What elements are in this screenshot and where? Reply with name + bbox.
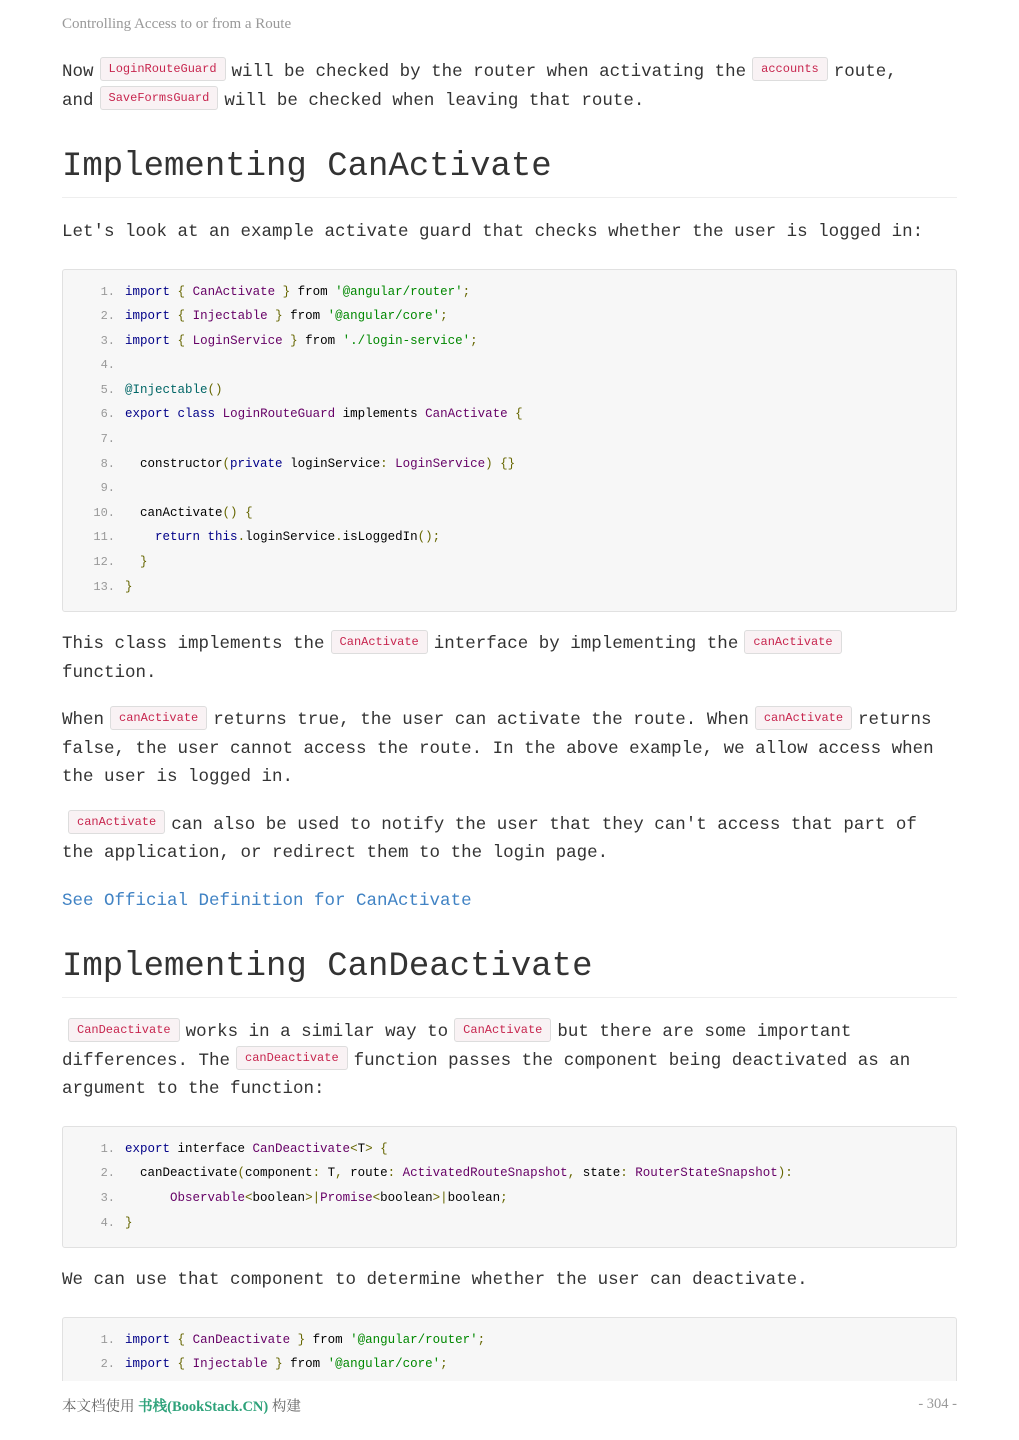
paragraph-text: function.: [62, 662, 157, 683]
line-number: 8.: [100, 456, 115, 471]
code-line: [63, 353, 956, 378]
footer-prefix: 本文档使用: [62, 1399, 135, 1415]
inline-code-loginrouteguard: LoginRouteGuard: [100, 57, 226, 81]
can-activate-paragraph-2: [62, 706, 957, 792]
code-text: return this.loginService.isLoggedIn();: [155, 530, 441, 545]
paragraph-text: function passes the component being deactivated as an argument to the function:: [62, 1050, 911, 1100]
paragraph-text: works in a similar way to: [185, 1022, 449, 1043]
line-number: 2.: [100, 309, 115, 324]
code-block-candeactivate-interface: [62, 1126, 957, 1248]
official-definition-link[interactable]: See Official Definition for CanActivate: [62, 890, 472, 911]
line-number: 5.: [100, 382, 115, 397]
code-text: }: [140, 555, 148, 570]
code-text: Observable<boolean>|Promise<boolean>|boolean;: [170, 1190, 508, 1205]
intro-text-1: Now: [62, 62, 94, 82]
code-line: [63, 280, 956, 305]
footer-brand-link[interactable]: 书栈(BookStack.CN): [138, 1399, 269, 1415]
inline-code-accounts: accounts: [752, 57, 828, 81]
page-number: - 304 -: [918, 1396, 957, 1412]
line-number: 4.: [100, 358, 115, 373]
link-paragraph: [62, 887, 957, 916]
code-text: export class LoginRouteGuard implements CanActivate {: [125, 407, 523, 422]
can-activate-lead: Let's look at an example activate guard that checks whether the user is logged in:: [62, 222, 924, 242]
can-deactivate-paragraph-1: [62, 1018, 957, 1104]
line-number: 2.: [100, 1166, 115, 1181]
running-header: Controlling Access to or from a Route: [62, 16, 292, 32]
paragraph-text: but there are some important differences. The: [62, 1022, 852, 1071]
footer-attribution: [62, 1395, 301, 1416]
line-number: 3.: [100, 1190, 115, 1205]
code-text: constructor(private loginService: LoginService) {}: [125, 456, 516, 471]
line-number: 1.: [100, 284, 115, 299]
paragraph-text: When: [62, 710, 105, 731]
paragraph-text: returns false, the user cannot access the route. In the above example, we allow access when the user is logged in.: [62, 710, 934, 788]
paragraph-text: returns true, the user can activate the route. When: [213, 710, 749, 731]
code-line: [63, 452, 956, 477]
code-text: canDeactivate(component: T, route: ActivatedRouteSnapshot, state: RouterStateSnapshot):: [125, 1166, 793, 1181]
line-number: 2.: [100, 1357, 115, 1372]
intro-paragraph: [62, 58, 957, 115]
code-block-candeactivate-guard: [62, 1317, 957, 1381]
intro-text-3: route,: [833, 62, 897, 82]
line-number: 13.: [93, 579, 115, 594]
intro-text-4: and: [62, 90, 94, 111]
paragraph-text: This class implements the: [62, 634, 325, 655]
code-line: [63, 575, 956, 600]
inline-code-canactivate: CanActivate: [454, 1018, 551, 1042]
footer-suffix: 构建: [271, 1399, 301, 1415]
can-deactivate-paragraph-2: We can use that component to determine whether the user can deactivate.: [62, 1270, 808, 1291]
code-text: export interface CanDeactivate<T> {: [125, 1141, 388, 1156]
code-line: [63, 304, 956, 329]
can-activate-paragraph-1: [62, 630, 957, 687]
code-text: canActivate() {: [125, 505, 253, 520]
code-line: [63, 427, 956, 452]
code-text: import { CanDeactivate } from '@angular/router';: [125, 1332, 486, 1347]
inline-code-canactivate: canActivate: [68, 810, 165, 834]
inline-code-saveformsguard: SaveFormsGuard: [100, 86, 219, 110]
line-number: 10.: [93, 505, 115, 520]
inline-code-canactivate-function: canActivate: [744, 630, 841, 654]
line-number: 4.: [100, 1215, 115, 1230]
page-content: [62, 58, 957, 1381]
can-activate-paragraph-3: [62, 811, 957, 868]
line-number: 7.: [100, 432, 115, 447]
code-line: [63, 1161, 956, 1186]
code-line: [63, 329, 956, 354]
code-text: @Injectable(): [125, 382, 223, 397]
code-text: }: [125, 1215, 133, 1230]
heading-can-activate: Implementing CanActivate: [62, 147, 957, 198]
line-number: 3.: [100, 333, 115, 348]
code-line: [63, 525, 956, 550]
inline-code-canactivate-interface: CanActivate: [331, 630, 428, 654]
code-line: [63, 1137, 956, 1162]
code-block-login-route-guard: [62, 269, 957, 613]
code-line: [63, 501, 956, 526]
code-line: [63, 1352, 956, 1377]
line-number: 1.: [100, 1141, 115, 1156]
paragraph-text: interface by implementing the: [433, 634, 739, 655]
inline-code-canactivate: canActivate: [110, 706, 207, 730]
inline-code-candeactivate-function: canDeactivate: [236, 1046, 348, 1070]
line-number: 9.: [100, 481, 115, 496]
code-text: import { CanActivate } from '@angular/router';: [125, 284, 471, 299]
line-number: 11.: [93, 530, 115, 545]
intro-text-2: will be checked by the router when activating the: [231, 62, 747, 82]
code-line: [63, 1328, 956, 1353]
code-text: import { Injectable } from '@angular/core';: [125, 1357, 448, 1372]
intro-text-5: will be checked when leaving that route.: [224, 90, 645, 111]
code-text: }: [125, 579, 133, 594]
code-line: [63, 378, 956, 403]
code-line: [63, 1186, 956, 1211]
line-number: 12.: [93, 555, 115, 570]
code-line: [63, 476, 956, 501]
heading-can-deactivate: Implementing CanDeactivate: [62, 947, 957, 998]
code-text: import { LoginService } from './login-service';: [125, 333, 478, 348]
code-line: [63, 550, 956, 575]
code-text: import { Injectable } from '@angular/core';: [125, 309, 448, 324]
code-line: [63, 402, 956, 427]
line-number: 6.: [100, 407, 115, 422]
paragraph-text: can also be used to notify the user that they can't access that part of the application, or redirect them to the login page.: [62, 814, 917, 864]
line-number: 1.: [100, 1332, 115, 1347]
inline-code-canactivate: canActivate: [755, 706, 852, 730]
inline-code-candeactivate: CanDeactivate: [68, 1018, 180, 1042]
code-line: [63, 1211, 956, 1236]
